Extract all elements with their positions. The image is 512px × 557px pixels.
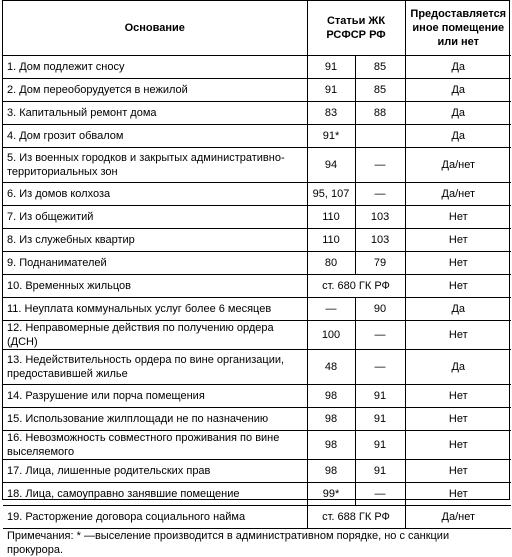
table-row — [3, 275, 511, 298]
basis-cell: 17. Лица, лишенные родительских прав — [3, 460, 307, 483]
article-zhk-rsfsr-cell: 98 — [307, 460, 355, 483]
table-row — [3, 506, 511, 529]
article-zhk-rf-cell: 90 — [355, 298, 405, 321]
provided-cell: Нет — [405, 483, 511, 506]
article-zhk-rf-cell: — — [355, 148, 405, 183]
provided-cell: Да — [405, 125, 511, 148]
table-row — [3, 252, 511, 275]
provided-cell: Нет — [405, 460, 511, 483]
table-row — [3, 385, 511, 408]
article-zhk-rf-cell — [355, 125, 405, 148]
provided-cell: Нет — [405, 385, 511, 408]
basis-cell: 2. Дом переоборудуется в нежилой — [3, 79, 307, 102]
table-row — [3, 102, 511, 125]
provided-cell: Да — [405, 102, 511, 125]
table-row — [3, 79, 511, 102]
table-row — [3, 483, 511, 506]
article-zhk-rsfsr-cell: 83 — [307, 102, 355, 125]
table-row — [3, 298, 511, 321]
article-zhk-rf-cell: 88 — [355, 102, 405, 125]
provided-cell: Да — [405, 79, 511, 102]
provided-cell: Нет — [405, 229, 511, 252]
provided-cell: Нет — [405, 321, 511, 350]
provided-cell: Да — [405, 350, 511, 385]
article-zhk-rsfsr-cell: 98 — [307, 385, 355, 408]
article-zhk-rsfsr-cell: 98 — [307, 408, 355, 431]
basis-cell: 10. Временных жильцов — [3, 275, 307, 298]
provided-cell: Нет — [405, 206, 511, 229]
article-zhk-rsfsr-cell: 48 — [307, 350, 355, 385]
article-zhk-rf-cell: 91 — [355, 431, 405, 460]
provided-cell: Нет — [405, 431, 511, 460]
article-zhk-rf-cell: 91 — [355, 460, 405, 483]
basis-cell: 7. Из общежитий — [3, 206, 307, 229]
basis-cell: 9. Поднанимателей — [3, 252, 307, 275]
basis-cell: 4. Дом грозит обвалом — [3, 125, 307, 148]
header-row — [3, 1, 511, 56]
provided-cell: Да/нет — [405, 506, 511, 529]
basis-cell: 3. Капитальный ремонт дома — [3, 102, 307, 125]
provided-cell: Да/нет — [405, 183, 511, 206]
provided-cell: Нет — [405, 252, 511, 275]
table-row — [3, 148, 511, 183]
table-row — [3, 350, 511, 385]
table-row — [3, 183, 511, 206]
basis-cell: 12. Неправомерные действия по получению ордера (ДСН) — [3, 321, 307, 350]
article-zhk-rf-cell: 91 — [355, 408, 405, 431]
header-articles: Статьи ЖК РСФСР РФ — [307, 1, 405, 56]
table-row — [3, 321, 511, 350]
article-zhk-rsfsr-cell: 94 — [307, 148, 355, 183]
article-merged-cell: ст. 680 ГК РФ — [307, 275, 405, 298]
provided-cell: Да/нет — [405, 148, 511, 183]
basis-cell: 18. Лица, самоуправно занявшие помещение — [3, 483, 307, 506]
table-row — [3, 229, 511, 252]
header-basis: Основание — [3, 1, 307, 56]
basis-cell: 11. Неуплата коммунальных услуг более 6 месяцев — [3, 298, 307, 321]
basis-cell: 14. Разрушение или порча помещения — [3, 385, 307, 408]
article-zhk-rsfsr-cell: — — [307, 298, 355, 321]
table-row — [3, 125, 511, 148]
basis-cell: 8. Из служебных квартир — [3, 229, 307, 252]
table-row — [3, 56, 511, 79]
article-zhk-rsfsr-cell: 98 — [307, 431, 355, 460]
article-zhk-rf-cell: 79 — [355, 252, 405, 275]
basis-cell: 16. Невозможность совместного проживания по вине выселяемого — [3, 431, 307, 460]
provided-cell: Нет — [405, 275, 511, 298]
eviction-grounds-table-container — [2, 0, 510, 500]
article-zhk-rf-cell: 85 — [355, 79, 405, 102]
article-zhk-rf-cell: 103 — [355, 229, 405, 252]
article-zhk-rf-cell: 85 — [355, 56, 405, 79]
basis-cell: 6. Из домов колхоза — [3, 183, 307, 206]
article-zhk-rsfsr-cell: 99* — [307, 483, 355, 506]
footnote: Примечания: * —выселение производится в административном порядке, но с санкции прокурора. — [3, 529, 511, 557]
eviction-grounds-table — [3, 1, 511, 557]
table-row — [3, 206, 511, 229]
article-zhk-rsfsr-cell: 95, 107 — [307, 183, 355, 206]
article-zhk-rf-cell: 103 — [355, 206, 405, 229]
article-zhk-rsfsr-cell: 100 — [307, 321, 355, 350]
article-zhk-rsfsr-cell: 80 — [307, 252, 355, 275]
table-row — [3, 460, 511, 483]
article-zhk-rsfsr-cell: 110 — [307, 229, 355, 252]
article-zhk-rsfsr-cell: 91 — [307, 79, 355, 102]
article-zhk-rsfsr-cell: 91* — [307, 125, 355, 148]
basis-cell: 13. Недействительность ордера по вине организации, предоставившей жилье — [3, 350, 307, 385]
basis-cell: 1. Дом подлежит сносу — [3, 56, 307, 79]
basis-cell: 15. Использование жилплощади не по назначению — [3, 408, 307, 431]
article-merged-cell: ст. 688 ГК РФ — [307, 506, 405, 529]
note-row — [3, 529, 511, 557]
basis-cell: 5. Из военных городков и закрытых административно-территориальных зон — [3, 148, 307, 183]
article-zhk-rsfsr-cell: 91 — [307, 56, 355, 79]
provided-cell: Нет — [405, 408, 511, 431]
provided-cell: Да — [405, 56, 511, 79]
table-row — [3, 408, 511, 431]
article-zhk-rf-cell: — — [355, 483, 405, 506]
article-zhk-rf-cell: — — [355, 321, 405, 350]
provided-cell: Да — [405, 298, 511, 321]
basis-cell: 19. Расторжение договора социального найма — [3, 506, 307, 529]
article-zhk-rsfsr-cell: 110 — [307, 206, 355, 229]
table-row — [3, 431, 511, 460]
header-provided: Предоставляется иное помещение или нет — [405, 1, 511, 56]
article-zhk-rf-cell: — — [355, 183, 405, 206]
article-zhk-rf-cell: 91 — [355, 385, 405, 408]
article-zhk-rf-cell: — — [355, 350, 405, 385]
